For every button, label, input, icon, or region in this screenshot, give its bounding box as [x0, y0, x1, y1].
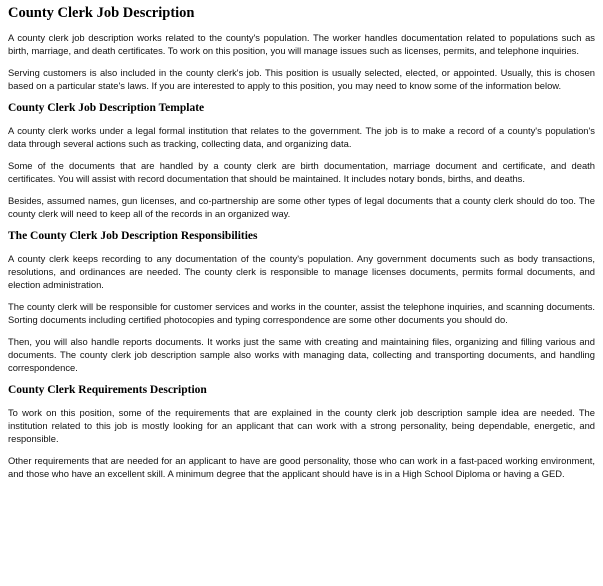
section-paragraph: A county clerk keeps recording to any documentation of the county's population. Any government documents such as body transactions, resolutions, and ordinances are needed. The county clerk is responsible to manage licenses documents, permits formal documents, and election administration. — [8, 253, 595, 290]
section-paragraph: The county clerk will be responsible for customer services and works in the counter, assist the telephone inquiries, and scanning documents. Sorting documents including certified photocopies and typing correspondence are some other documents you should do. — [8, 301, 595, 325]
section-heading-requirements: County Clerk Requirements Description — [8, 384, 207, 396]
section-heading-template: County Clerk Job Description Template — [8, 102, 205, 114]
intro-paragraph: A county clerk job description works related to the county's population. The worker handles documentation related to populations such as birth, marriage, and death certificates. To work on this position, you will manage issues such as licenses, permits, and telephone inquiries. — [8, 32, 595, 56]
section-paragraph: To work on this position, some of the requirements that are explained in the county clerk job description sample idea are needed. The institution related to this job is mostly looking for an applicant that can work with a strong personality, being dependable, energetic, and responsible. — [8, 407, 595, 444]
section-paragraph: Then, you will also handle reports documents. It works just the same with creating and maintaining files, organizing and filling various and documents. The county clerk job description sample also works with managing data, collecting and transporting documents, and handling correspondence. — [8, 336, 595, 373]
section-paragraph: Some of the documents that are handled by a county clerk are birth documentation, marriage document and certificate, and death certificates. You will assist with record documentation that should be maintained. It includes notary bonds, births, and deaths. — [8, 160, 595, 184]
section-paragraph: A county clerk works under a legal formal institution that relates to the government. The job is to make a record of a county's population's data through several actions such as tracking, collecting data, and organizing data. — [8, 125, 595, 149]
intro-paragraph: Serving customers is also included in the county clerk's job. This position is usually selected, elected, or appointed. Usually, this is chosen based on a particular state's laws. If you are interested to apply to this position, you may need to know some of the information below. — [8, 67, 595, 91]
document-title: County Clerk Job Description — [8, 5, 195, 21]
section-heading-responsibilities: The County Clerk Job Description Responsibilities — [8, 230, 258, 242]
section-paragraph: Besides, assumed names, gun licenses, and co-partnership are some other types of legal documents that a county clerk should do too. The county clerk will need to keep all of the records in an organized way. — [8, 195, 595, 219]
section-paragraph: Other requirements that are needed for an applicant to have are good personality, those who can work in a fast-paced working environment, and those who have an excellent skill. A minimum degree that the applicant should have is in a High School Diploma or having a GED. — [8, 455, 595, 479]
